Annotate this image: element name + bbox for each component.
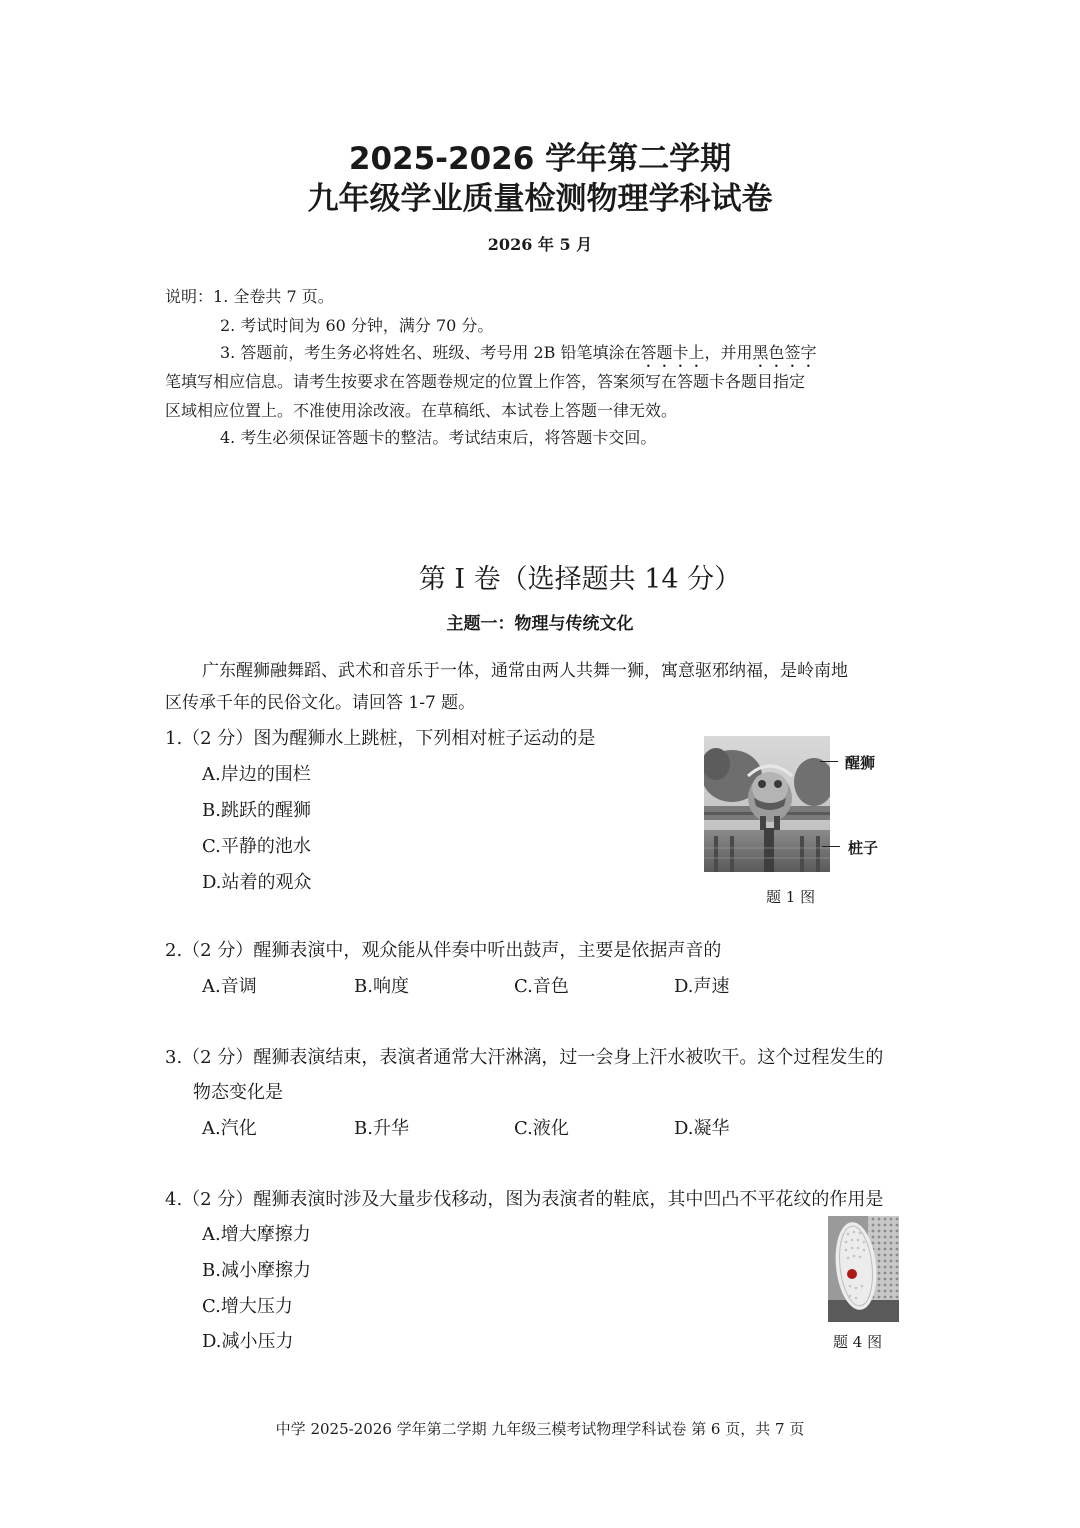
intro-paragraph-line2: 区传承千年的民俗文化。请回答 1-7 题。: [165, 693, 476, 713]
question-2-option-b: B.响度: [354, 976, 409, 997]
question-2-option-c: C.音色: [514, 976, 569, 997]
instructions-lead: 说明：: [165, 287, 214, 306]
question-3-option-d: D.凝华: [674, 1118, 730, 1139]
theme-title: 主题一：物理与传统文化: [446, 614, 634, 634]
question-2-option-a: A.音调: [202, 976, 257, 997]
question-1-option-b: B.跳跃的醒狮: [202, 800, 311, 821]
exam-title-line1: 2025-2026 学年第二学期: [348, 141, 732, 177]
figure-1-caption: 题 1 图: [766, 888, 816, 906]
question-3-option-a: A.汽化: [202, 1118, 257, 1139]
shoe-sole-photo-image: [828, 1216, 899, 1322]
figure-1-label-post: 桩子: [848, 839, 879, 857]
question-1-figure-lion-dance-photo: [704, 736, 830, 872]
instruction-item-3-line3: 区域相应位置上。不准使用涂改液。在草稿纸、本试卷上答题一律无效。: [165, 401, 678, 420]
instruction-item-2: 2. 考试时间为 60 分钟，满分 70 分。: [220, 316, 494, 335]
instruction-item-3: [220, 343, 817, 371]
exam-title-line2: 九年级学业质量检测物理学科试卷: [307, 181, 773, 217]
instruction-item-3-text-a: 3. 答题前，考生务必将姓名、班级、考号用 2B 铅笔填涂在: [220, 343, 641, 362]
question-1-option-d: D.站着的观众: [202, 872, 312, 893]
figure-1-leader-line-lion: [820, 761, 838, 762]
question-3-stem-line2: 物态变化是: [193, 1082, 283, 1103]
question-2-option-d: D.声速: [674, 976, 730, 997]
figure-4-caption: 题 4 图: [833, 1333, 883, 1351]
lion-dance-photo-image: [704, 736, 830, 872]
section-title: 第 I 卷（选择题共 14 分）: [418, 564, 742, 595]
instruction-emphasis-black-pen: 黑色签字: [752, 343, 817, 362]
question-4-option-b: B.减小摩擦力: [202, 1260, 311, 1281]
question-4-option-d: D.减小压力: [202, 1331, 294, 1352]
question-3-option-c: C.液化: [514, 1118, 569, 1139]
intro-paragraph-line1: 广东醒狮融舞蹈、武术和音乐于一体，通常由两人共舞一狮，寓意驱邪纳福，是岭南地: [202, 661, 848, 681]
figure-1-label-lion: 醒狮: [845, 754, 876, 772]
question-4-stem: 4.（2 分）醒狮表演时涉及大量步伐移动，图为表演者的鞋底，其中凹凸不平花纹的作用是: [165, 1189, 884, 1210]
instruction-item-1: 1. 全卷共 7 页。: [213, 287, 334, 306]
instruction-item-3-text-b: ，并用: [704, 343, 753, 362]
question-3-option-b: B.升华: [354, 1118, 409, 1139]
question-4-option-c: C.增大压力: [202, 1296, 293, 1317]
instruction-item-4: 4. 考生必须保证答题卡的整洁。考试结束后，将答题卡交回。: [220, 428, 657, 447]
instructions-line1: [165, 287, 334, 307]
figure-1-leader-line-post: [822, 846, 840, 847]
exam-date: 2026 年 5 月: [487, 235, 593, 254]
instruction-emphasis-answer-card: 答题卡上: [640, 343, 705, 362]
question-1-option-c: C.平静的池水: [202, 836, 311, 857]
question-4-option-a: A.增大摩擦力: [202, 1224, 311, 1245]
question-2-stem: 2.（2 分）醒狮表演中，观众能从伴奏中听出鼓声，主要是依据声音的: [165, 940, 722, 961]
page-footer: 中学 2025-2026 学年第二学期 九年级三模考试物理学科试卷 第 6 页，共 7 页: [275, 1420, 805, 1438]
question-3-stem-line1: 3.（2 分）醒狮表演结束，表演者通常大汗淋漓，过一会身上汗水被吹干。这个过程发生的: [165, 1047, 884, 1068]
question-1-stem: 1.（2 分）图为醒狮水上跳桩，下列相对桩子运动的是: [165, 728, 596, 749]
question-4-figure-shoe-sole-photo: [828, 1216, 899, 1322]
question-1-option-a: A.岸边的围栏: [202, 764, 311, 785]
instruction-item-3-line2: 笔填写相应信息。请考生按要求在答题卷规定的位置上作答，答案须写在答题卡各题目指定: [165, 372, 806, 391]
